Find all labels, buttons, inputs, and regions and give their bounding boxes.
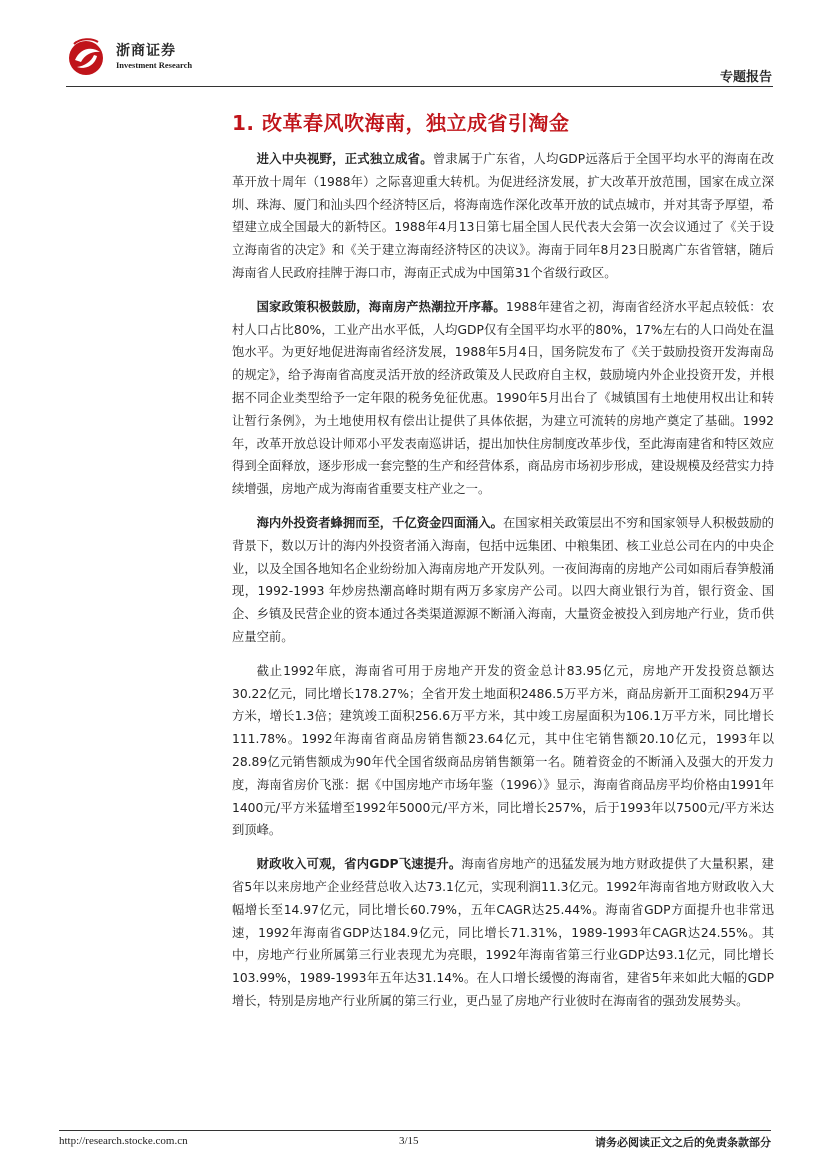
paragraph <box>232 148 774 285</box>
paragraph-lead: 财政收入可观，省内GDP飞速提升。 <box>256 857 462 872</box>
brand-logo <box>66 36 226 78</box>
paragraph-text: 曾隶属于广东省，人均GDP远落后于全国平均水平的海南在改革开放十周年（1988年）之际喜迎重大转机。为促进经济发展，扩大改革开放范围，国家在成立深圳、珠海、厦门和汕头四个经济特区后，将海南选作深化改革开放的试点城市，并对其寄予厚望，希望建立成全国最大的新特区。1988年4月13日第七届全国人民代表大会第一次会议通过了《关于设立海南省的决定》和《关于建立海南经济特区的决议》。海南于同年8月23日脱离广东省管辖，随后海南省人民政府挂牌于海口市，海南正式成为中国第31个省级行政区。 <box>232 152 774 280</box>
section-title: 1. 改革春风吹海南，独立成省引淘金 <box>232 111 570 135</box>
footer-website-link[interactable]: http://research.stocke.com.cn <box>59 1135 188 1147</box>
footer-disclaimer: 请务必阅读正文之后的免责条款部分 <box>595 1136 771 1149</box>
paragraph-lead: 海内外投资者蜂拥而至，千亿资金四面涌入。 <box>256 515 503 530</box>
logo-mark-icon <box>66 36 110 78</box>
logo-chinese-name: 浙商证券 <box>116 43 176 59</box>
paragraph <box>232 296 774 501</box>
paragraph <box>232 660 774 842</box>
page-number: 3/15 <box>399 1135 419 1147</box>
report-type-label: 专题报告 <box>719 70 772 85</box>
body-text <box>232 148 774 1024</box>
paragraph <box>232 512 774 649</box>
paragraph-text: 1988年建省之初，海南省经济水平起点较低：农村人口占比80%，工业产出水平低，人均GDP仅有全国平均水平的80%，17%左右的人口尚处在温饱水平。为更好地促进海南省经济发展，1988年5月4日，国务院发布了《关于鼓励投资开发海南岛的规定》，给予海南省高度灵活开放的经济政策及人民政府自主权，鼓励境内外企业投资开发，并根据不同企业类型给予一定年限的税务免征优惠。1990年5月出台了《城镇国有土地使用权出让和转让暂行条例》，为土地使用权有偿出让提供了具体依据，为建立可流转的房地产奠定了基础。1992年，改革开放总设计师邓小平发表南巡讲话，提出加快住房制度改革步伐，至此海南建省和特区效应得到全面释放，逐步形成一套完整的生产和经营体系，商品房市场初步形成，建设规模及经营实力持续增强，房地产成为海南省重要支柱产业之一。 <box>232 299 774 497</box>
header-divider <box>66 86 773 87</box>
paragraph-text: 海南省房地产的迅猛发展为地方财政提供了大量积累，建省5年以来房地产企业经营总收入达73.1亿元，实现利润11.3亿元。1992年海南省地方财政收入大幅增长至14.97亿元，同比增长60.79%，五年CAGR达25.44%。海南省GDP方面提升也非常迅速，1992年海南省GDP达184.9亿元，同比增长71.31%，1989-1993年CAGR达24.55%。其中，房地产行业所属第三行业表现尤为亮眼，1992年海南省第三行业GDP达93.1亿元，同比增长103.99%，1989-1993年五年达31.14%。在人口增长缓慢的海南省，建省5年来如此大幅的GDP增长，特别是房地产行业所属的第三行业，更凸显了房地产行业彼时在海南省的强劲发展势头。 <box>232 857 774 1008</box>
logo-english-name: Investment Research <box>116 60 193 70</box>
footer-divider <box>59 1130 771 1131</box>
paragraph-lead: 进入中央视野，正式独立成省。 <box>256 152 433 166</box>
paragraph-text: 截止1992年底，海南省可用于房地产开发的资金总计83.95亿元，房地产开发投资总额达30.22亿元，同比增长178.27%；全省开发土地面积2486.5万平方米，商品房新开工面积294万平方米，增长1.3倍；建筑竣工面积256.6万平方米，其中竣工房屋面积为106.1万平方米，同比增长111.78%。1992年海南省商品房销售额23.64亿元，其中住宅销售额20.10亿元，1993年以28.89亿元销售额成为90年代全国省级商品房销售额第一名。随着资金的不断涌入及强大的开发力度，海南省房价飞涨：据《中国房地产市场年鉴（1996）》显示，海南省商品房平均价格由1991年1400元/平方米猛增至1992年5000元/平方米，同比增长257%，后于1993年以7500元/平方米达到顶峰。 <box>232 663 774 838</box>
paragraph-lead: 国家政策积极鼓励，海南房产热潮拉开序幕。 <box>256 299 506 314</box>
paragraph-text: 在国家相关政策层出不穷和国家领导人积极鼓励的背景下，数以万计的海内外投资者涌入海南，包括中远集团、中粮集团、核工业总公司在内的中央企业，以及全国各地知名企业纷纷加入海南房地产开发队列。一夜间海南的房地产公司如雨后春笋般涌现，1992-1993 年炒房热潮高峰时期有两万多家房产公司。以四大商业银行为首，银行资金、国企、乡镇及民营企业的资本通过各类渠道源源不断涌入海南，大量资金被投入到房地产行业，货币供应量空前。 <box>232 515 774 644</box>
paragraph <box>232 853 774 1013</box>
